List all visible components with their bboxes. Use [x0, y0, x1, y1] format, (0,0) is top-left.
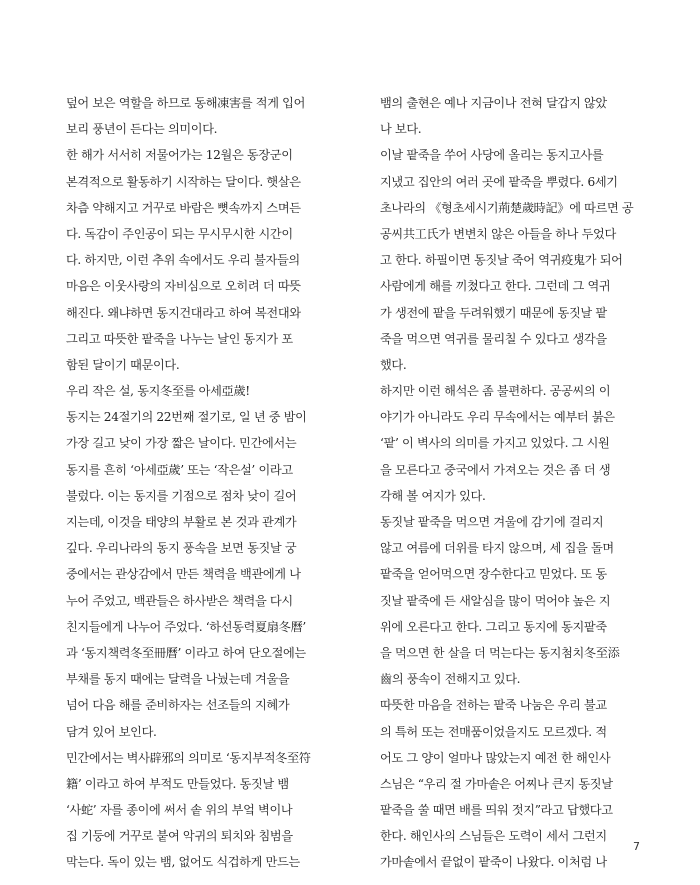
right-column-text-line: ‘팥’ 이 벽사의 의미를 가지고 있었다. 그 시원 [380, 436, 610, 451]
left-column-text-line: 민간에서는 벽사辟邪의 의미로 ‘동지부적冬至符 [66, 750, 311, 765]
right-column-text-line: 한다. 해인사의 스님들은 도력이 세서 그런지 [380, 829, 607, 844]
right-column-text-line: 을 모른다고 중국에서 가져오는 것은 좀 더 생 [380, 462, 611, 477]
right-column-text-line: 하지만 이런 해석은 좀 불편하다. 공공씨의 이 [380, 384, 611, 399]
right-column-text-line: 따뜻한 마음을 전하는 팥죽 나눔은 우리 불교 [380, 698, 607, 713]
left-column-text-line: 한 해가 서서히 저물어가는 12월은 동장군이 [66, 148, 293, 163]
right-column-text-line: 팥죽을 얻어먹으면 장수한다고 믿었다. 또 동 [380, 567, 607, 582]
right-column-text-line: 사람에게 해를 끼쳤다고 한다. 그런데 그 역귀 [380, 279, 611, 294]
right-column-text-line: 죽을 먹으면 역귀를 물리칠 수 있다고 생각을 [380, 331, 607, 346]
left-column-text-line: 가장 길고 낮이 가장 짧은 날이다. 민간에서는 [66, 436, 297, 451]
left-column-text-line: ‘사蛇’ 자를 종이에 써서 솥 위의 부엌 벽이나 [66, 803, 293, 818]
left-column-text-line: 깊다. 우리나라의 동지 풍속을 보면 동짓날 궁 [66, 541, 297, 556]
left-column-text-line: 그리고 따뜻한 팥죽을 나누는 날인 동지가 포 [66, 331, 293, 346]
right-column-text-line: 가 생전에 팥을 두려워했기 때문에 동짓날 팥 [380, 305, 607, 320]
left-column-text-line: 지는데, 이것을 태양의 부활로 본 것과 관계가 [66, 515, 297, 529]
right-column-text-line: 짓날 팥죽에 든 새알심을 많이 먹어야 높은 지 [380, 593, 611, 608]
right-column-text-line: 나 보다. [380, 122, 422, 137]
right-column-text-line: 않고 여름에 더위를 타지 않으며, 세 집을 돌며 [380, 541, 614, 556]
left-column-text-line: 다. 독감이 주인공이 되는 무시무시한 시간이 [66, 226, 293, 241]
right-column-text-line: 의 특허 또는 전매품이었을지도 모르겠다. 적 [380, 724, 607, 739]
left-column-text-line: 보리 풍년이 든다는 의미이다. [66, 122, 218, 137]
left-column-text-line: 덮어 보은 역할을 하므로 동해凍害를 적게 입어 [66, 96, 306, 110]
right-column-text-line: 동짓날 팥죽을 먹으면 겨울에 감기에 걸리지 [380, 515, 604, 529]
left-column-text-line: 마음은 이웃사랑의 자비심으로 오히려 더 따뜻 [66, 279, 301, 294]
left-column-text-line: 친지들에게 나누어 주었다. ‘하선동력夏扇冬曆’ [66, 619, 306, 634]
left-column-text-line: 담겨 있어 보인다. [66, 724, 157, 739]
left-column-text-line: 누어 주었고, 백관들은 하사받은 책력을 다시 [66, 593, 293, 608]
left-column-text-line: 함된 달이기 때문이다. [66, 357, 180, 372]
right-column-text-line: 위에 오른다고 한다. 그리고 동지에 동지팥죽 [380, 619, 607, 634]
left-column-text-line: 부채를 동지 때에는 달력을 나눴는데 겨울을 [66, 672, 290, 687]
right-column-text-line: 어도 그 양이 얼마나 많았는지 예전 한 해인사 [380, 750, 611, 765]
right-column-text-line: 齒의 풍속이 전해지고 있다. [380, 672, 521, 687]
left-column-text-line: 차츰 약해지고 거꾸로 바람은 뼛속까지 스며든 [66, 200, 301, 215]
left-column-text-line: 과 ‘동지책력冬至冊曆’ 이라고 하여 단오절에는 [66, 645, 306, 660]
right-column-text-line: 을 먹으면 한 살을 더 먹는다는 동지첨치冬至添 [380, 645, 620, 660]
page-number: 7 [633, 840, 640, 853]
left-column-text-line: 집 기둥에 거꾸로 붙여 악귀의 퇴치와 침범을 [66, 829, 293, 844]
left-column-text-line: 중에서는 관상감에서 만든 책력을 백관에게 나 [66, 567, 301, 582]
left-column-text-line: 본격적으로 활동하기 시작하는 달이다. 햇살은 [66, 174, 301, 189]
left-column-text-line: 불렀다. 이는 동지를 기점으로 점차 낮이 길어 [66, 488, 297, 503]
right-column-text-line: 이날 팥죽을 쑤어 사당에 올리는 동지고사를 [380, 148, 604, 163]
right-column-text-line: 했다. [380, 357, 407, 372]
right-column-text-line: 공씨共工氏가 변변치 않은 아들을 하나 두었다 [380, 226, 616, 241]
left-column-text-line: 籍’ 이라고 하여 부적도 만들었다. 동짓날 뱀 [66, 776, 289, 791]
right-column-text-line: 뱀의 출현은 예나 지금이나 전혀 달갑지 않았 [380, 96, 607, 110]
right-column-text-line: 팥죽을 쑬 때면 배를 띄워 젓지”라고 답했다고 [380, 803, 613, 818]
left-column-text-line: 동지를 흔히 ‘아세亞歲’ 또는 ‘작은설’ 이라고 [66, 462, 293, 477]
right-column-text-line: 스님은 “우리 절 가마솥은 어찌나 큰지 동짓날 [380, 776, 613, 791]
right-column-text-line: 지냈고 집안의 여러 곳에 팥죽을 뿌렸다. 6세기 [380, 174, 618, 189]
right-column-text-line: 야기가 아니라도 우리 무속에서는 예부터 붉은 [380, 410, 615, 425]
right-column-text-line: 고 한다. 하필이면 동짓날 죽어 역귀疫鬼가 되어 [380, 253, 623, 268]
right-column-text-line: 각해 볼 여지가 있다. [380, 488, 486, 503]
right-column-text-line: 가마솥에서 끝없이 팥죽이 나왔다. 이처럼 나 [380, 855, 607, 870]
left-column-text-line: 우리 작은 설, 동지冬至를 아세亞歲! [66, 384, 250, 399]
left-column-text-line: 해진다. 왜냐하면 동지건대라고 하여 복전대와 [66, 305, 301, 320]
left-column-text-line: 막는다. 독이 있는 뱀, 없어도 식겁하게 만드는 [66, 855, 300, 870]
left-column-text-line: 다. 하지만, 이런 추위 속에서도 우리 불자들의 [66, 253, 300, 268]
left-text-column [66, 90, 348, 876]
right-text-column [380, 90, 662, 876]
left-column-text-line: 동지는 24절기의 22번째 절기로, 일 년 중 밤이 [66, 410, 307, 425]
left-column-text-line: 넘어 다음 해를 준비하자는 선조들의 지혜가 [66, 698, 290, 713]
right-column-text-line: 초나라의 《형초세시기荊楚歲時記》에 따르면 공 [380, 200, 634, 215]
